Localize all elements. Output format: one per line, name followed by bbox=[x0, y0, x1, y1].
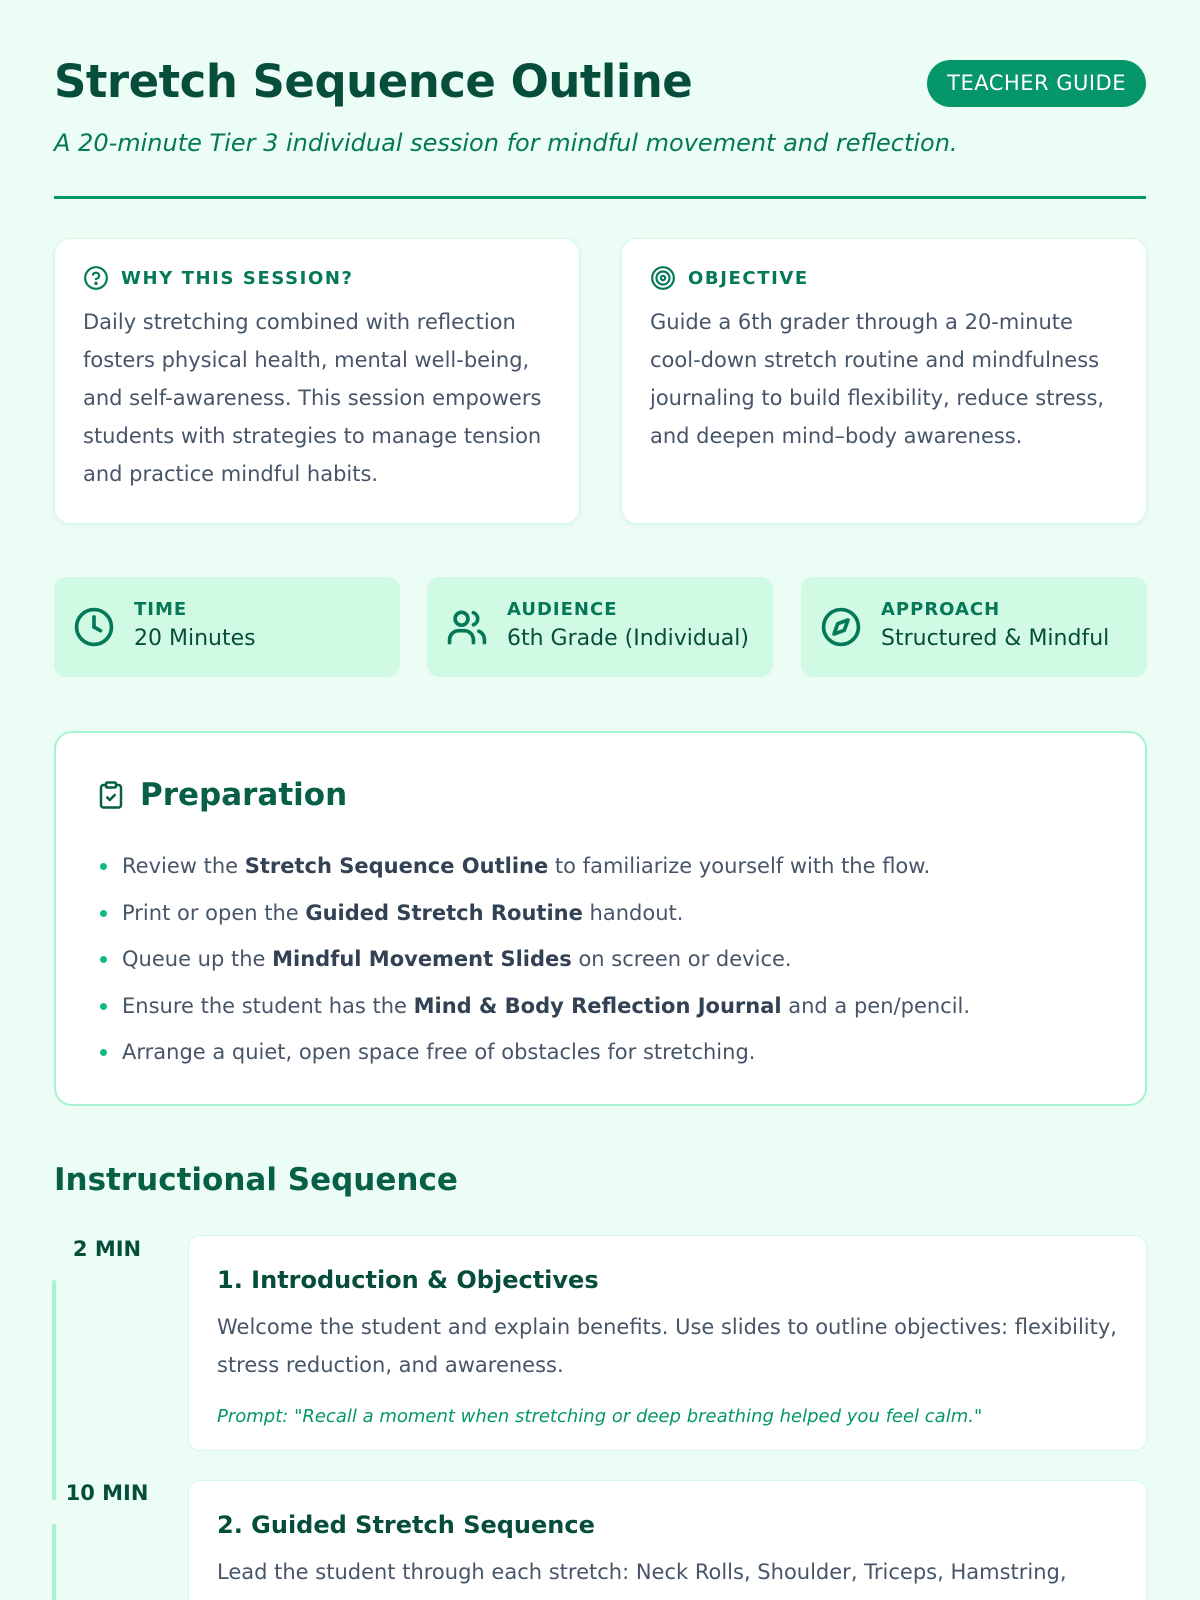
preparation-item: Print or open the Guided Stretch Routine handout. bbox=[98, 890, 970, 937]
why-session-heading bbox=[83, 265, 354, 291]
step-1-title: 1. Introduction & Objectives bbox=[217, 1266, 599, 1294]
step-2-title: 2. Guided Stretch Sequence bbox=[217, 1511, 595, 1539]
info-label-approach: APPROACH bbox=[881, 599, 1001, 620]
compass-icon bbox=[819, 605, 863, 649]
timeline-line bbox=[52, 1524, 56, 1600]
objective-heading-text: OBJECTIVE bbox=[688, 267, 809, 289]
info-card-time bbox=[54, 577, 400, 677]
page-header bbox=[54, 50, 1146, 199]
page-subtitle: A 20-minute Tier 3 individual session for mindful movement and reflection. bbox=[54, 129, 958, 157]
info-value-audience: 6th Grade (Individual) bbox=[507, 626, 749, 651]
preparation-list bbox=[98, 843, 970, 1076]
instructional-sequence-title: Instructional Sequence bbox=[54, 1162, 458, 1198]
step-card-2 bbox=[188, 1480, 1147, 1600]
step-2-time: 10 MIN bbox=[65, 1481, 149, 1505]
why-session-body: Daily stretching combined with reflection fosters physical health, mental well-being, and self-awareness. This session empowers students with strategies to manage tension and practice mindful habits. bbox=[83, 310, 542, 486]
preparation-card bbox=[54, 731, 1147, 1106]
question-circle-icon bbox=[83, 265, 109, 291]
users-icon bbox=[445, 605, 489, 649]
objective-body: Guide a 6th grader through a 20-minute cool-down stretch routine and mindfulness journaling to build flexibility, reduce stress, and deepen mind–body awareness. bbox=[650, 310, 1105, 448]
objective-heading bbox=[650, 265, 809, 291]
preparation-item: Ensure the student has the Mind & Body Reflection Journal and a pen/pencil. bbox=[98, 983, 970, 1030]
step-1-time: 2 MIN bbox=[72, 1237, 142, 1261]
preparation-heading bbox=[96, 777, 347, 813]
preparation-item: Queue up the Mindful Movement Slides on screen or device. bbox=[98, 936, 970, 983]
teacher-guide-badge: TEACHER GUIDE bbox=[927, 60, 1146, 107]
preparation-item: Arrange a quiet, open space free of obstacles for stretching. bbox=[98, 1029, 970, 1076]
info-card-approach bbox=[801, 577, 1147, 677]
clock-icon bbox=[72, 605, 116, 649]
clipboard-check-icon bbox=[96, 779, 126, 811]
info-label-time: TIME bbox=[134, 599, 188, 620]
why-session-card bbox=[54, 238, 580, 524]
info-value-approach: Structured & Mindful bbox=[881, 626, 1110, 651]
step-card-1 bbox=[188, 1235, 1147, 1451]
timeline-line bbox=[52, 1280, 56, 1500]
step-1-prompt: Prompt: "Recall a moment when stretching or deep breathing helped you feel calm." bbox=[217, 1406, 983, 1427]
step-1-body: Welcome the student and explain benefits. Use slides to outline objectives: flexibility, stress reduction, and awareness. bbox=[217, 1315, 1117, 1377]
info-card-audience bbox=[427, 577, 773, 677]
preparation-title: Preparation bbox=[140, 777, 348, 813]
info-value-time: 20 Minutes bbox=[134, 626, 256, 651]
target-icon bbox=[650, 265, 676, 291]
why-session-heading-text: WHY THIS SESSION? bbox=[121, 267, 354, 289]
step-2-body: Lead the student through each stretch: Neck Rolls, Shoulder, Triceps, Hamstring, bbox=[217, 1560, 1067, 1584]
preparation-item: Review the Stretch Sequence Outline to familiarize yourself with the flow. bbox=[98, 843, 970, 890]
page-title: Stretch Sequence Outline bbox=[54, 55, 693, 108]
info-label-audience: AUDIENCE bbox=[507, 599, 618, 620]
objective-card bbox=[621, 238, 1147, 524]
